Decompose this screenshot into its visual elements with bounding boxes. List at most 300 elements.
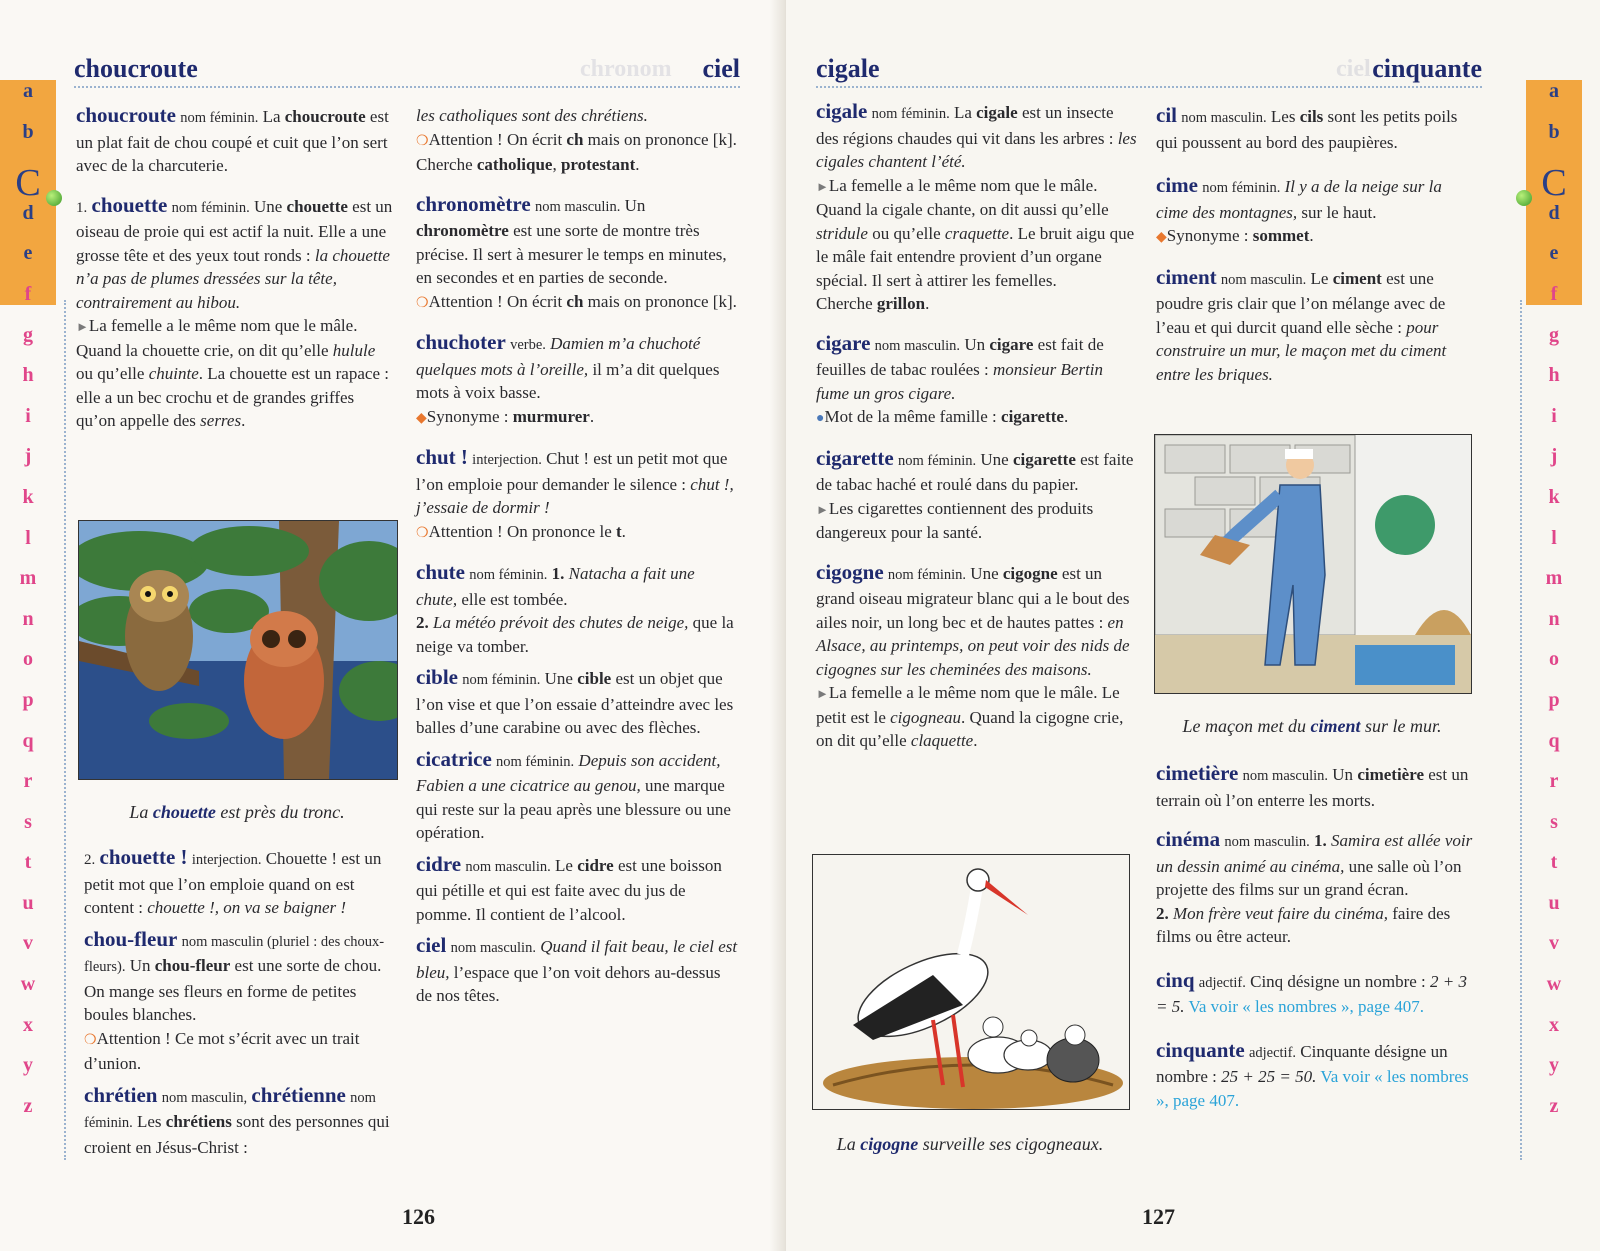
- text: Le: [1310, 268, 1333, 288]
- note: [816, 681, 1138, 753]
- mason-caption: [1154, 716, 1470, 737]
- current-letter-marker: [1516, 190, 1532, 206]
- entry-cimetiere: [1156, 762, 1474, 812]
- owl-caption: [78, 802, 396, 823]
- text: sur le haut.: [1297, 202, 1377, 222]
- grammar: nom féminin.: [496, 753, 575, 770]
- page-header: [74, 52, 740, 88]
- example: Quand il fait beau, le ciel est bleu,: [416, 937, 738, 982]
- diamond-icon: ◆: [416, 410, 427, 426]
- headword: chrétien: [84, 1082, 158, 1107]
- example: les cigales chantent l’été.: [816, 128, 1137, 171]
- alphabet-letter-c[interactable]: C: [1541, 162, 1567, 205]
- alphabet-letter-o[interactable]: o: [23, 648, 33, 671]
- header-last-word: cinquante: [1372, 54, 1482, 83]
- example: serres: [200, 411, 242, 430]
- example: hulule: [332, 340, 376, 360]
- alphabet-letter-w[interactable]: w: [20, 973, 36, 996]
- headword: cigarette: [816, 445, 894, 470]
- text: Un: [964, 334, 990, 354]
- entry-chouette-2: [84, 846, 400, 920]
- alphabet-index: [1526, 80, 1582, 1135]
- text: Mot de la même famille :: [824, 407, 1002, 426]
- entry-chut: [416, 446, 738, 545]
- grammar: nom masculin.: [874, 337, 961, 354]
- text: l’espace que l’on voit dehors au-dessus de nos têtes.: [416, 962, 721, 1005]
- grammar: nom masculin.: [534, 198, 621, 215]
- text: ou qu’elle: [867, 223, 945, 243]
- example: craquette: [944, 223, 1010, 243]
- text: La femelle a le même nom que le mâle. Quand la cigale chante, on dit aussi qu’elle: [816, 175, 1109, 219]
- bold-word: ciment: [1332, 268, 1382, 288]
- alphabet-letter-z[interactable]: z: [23, 1094, 33, 1117]
- text: ,: [552, 155, 561, 174]
- example: La météo prévoit des chutes de neige,: [433, 613, 689, 632]
- text: .: [635, 155, 640, 174]
- entry-ciel: [416, 934, 738, 1008]
- entry-chuchoter: [416, 331, 738, 430]
- text: Une: [970, 563, 1003, 583]
- bold-word: choucroute: [284, 107, 366, 126]
- caption-bold: cigogne: [860, 1134, 919, 1154]
- text: Attention ! On écrit: [428, 129, 567, 149]
- synonym: [416, 405, 738, 431]
- grammar: adjectif.: [1248, 1044, 1297, 1061]
- example: chouette !, on va se baigner !: [147, 898, 347, 917]
- headword: cinq: [1156, 967, 1195, 992]
- bold-word: catholique: [476, 155, 553, 174]
- text: est fait de feuilles de tabac roulées :: [816, 334, 1104, 379]
- triangle-icon: ►: [816, 686, 829, 701]
- grammar: nom féminin.: [84, 1089, 376, 1131]
- grammar: interjection.: [191, 852, 262, 868]
- text: .: [973, 731, 978, 750]
- headword: cicatrice: [416, 746, 492, 771]
- text: Attention ! On écrit: [428, 291, 567, 311]
- headword-feminine: chrétienne: [251, 1082, 346, 1107]
- left-page: [0, 0, 786, 1251]
- attention-icon: ❍: [416, 295, 429, 311]
- caption-text: surveille ses cigogneaux.: [918, 1134, 1104, 1154]
- text: Un: [129, 956, 155, 975]
- grammar: nom féminin.: [1202, 180, 1281, 196]
- alphabet-letter-h[interactable]: h: [1548, 364, 1560, 387]
- header-last-word: ciel: [702, 54, 740, 83]
- owls-in-tree-picture: [79, 521, 397, 779]
- grammar: nom masculin (pluriel : des choux-fleurs).: [84, 933, 385, 975]
- text: . La chouette est un rapace : elle a un bec crochu et de grandes griffes qu’on appelle des: [76, 364, 389, 430]
- page-number: 126: [402, 1204, 435, 1229]
- text: La: [953, 103, 977, 122]
- text: mais on prononce [k].: [583, 129, 737, 149]
- alphabet-letter-j[interactable]: j: [1550, 445, 1558, 468]
- see-numbers-link[interactable]: Va voir « les nombres », page 407.: [1156, 1067, 1469, 1110]
- note: [416, 128, 738, 154]
- alphabet-letter-e[interactable]: e: [23, 242, 33, 265]
- alphabet-letter-d[interactable]: d: [22, 201, 34, 224]
- bold-word: ch: [566, 291, 584, 311]
- text: elle est tombée.: [457, 589, 568, 609]
- margin-dotted-line: [1520, 300, 1522, 1160]
- grammar: adjectif.: [1198, 974, 1246, 991]
- caption-text: Le maçon met du: [1182, 716, 1311, 736]
- mason-at-wall-picture: [1155, 435, 1471, 693]
- bold-word: protestant: [560, 155, 636, 174]
- text: est un plat fait de chou coupé et cuit que l’on sert avec de la charcuterie.: [76, 107, 389, 175]
- example: Damien m’a chuchoté quelques mots à l’oreille,: [416, 334, 701, 379]
- example: les catholiques sont des chrétiens.: [416, 106, 648, 125]
- example: 25 + 25 = 50.: [1221, 1067, 1317, 1086]
- alphabet-letter-g[interactable]: g: [23, 323, 33, 346]
- owl-left: [125, 570, 193, 691]
- entry-chou-fleur: [84, 928, 400, 1076]
- caption-text: sur le mur.: [1360, 716, 1442, 736]
- entry-cigale: [816, 100, 1138, 316]
- text: .: [621, 521, 626, 541]
- margin-dotted-line: [64, 300, 66, 1160]
- text: faire des films ou être acteur.: [1156, 903, 1451, 946]
- alphabet-letter-b[interactable]: b: [22, 120, 34, 143]
- alphabet-letter-t[interactable]: t: [1550, 851, 1558, 874]
- bold-word: cidre: [577, 855, 614, 875]
- see-also: [816, 292, 1138, 316]
- bold-word: ch: [566, 129, 584, 149]
- entry-cigare: [816, 332, 1138, 431]
- grammar: nom féminin.: [462, 672, 541, 688]
- example: Il y a de la neige sur la cime des montagnes,: [1156, 177, 1442, 222]
- alphabet-letter-z[interactable]: z: [1549, 1094, 1559, 1117]
- note: [816, 497, 1138, 545]
- bold-word: chrétiens: [165, 1112, 232, 1131]
- caption-text: est près du tronc.: [215, 802, 345, 822]
- alphabet-letter-u[interactable]: u: [22, 891, 34, 914]
- alphabet-letter-w[interactable]: w: [1546, 973, 1562, 996]
- text: Cinq désigne un nombre :: [1250, 971, 1431, 991]
- page-header: [816, 52, 1482, 88]
- example: Mon frère veut faire du cinéma,: [1173, 903, 1388, 923]
- text: une marque qui reste sur la peau après une blessure ou une opération.: [416, 776, 731, 842]
- text: est un grand oiseau migrateur blanc qui a le bout des ailes noir, un long bec et de hautes pattes :: [816, 563, 1130, 632]
- example: Natacha a fait une chute,: [416, 564, 695, 609]
- diamond-icon: ◆: [1156, 230, 1167, 245]
- alphabet-letter-e[interactable]: e: [1549, 242, 1559, 265]
- text: est faite de tabac haché et roulé dans du papier.: [816, 449, 1134, 494]
- alphabet-letter-a[interactable]: a: [1549, 80, 1559, 102]
- grammar: nom féminin.: [871, 106, 950, 122]
- example: pour construire un mur, le maçon met du ciment entre les briques.: [1156, 317, 1447, 384]
- entry-cinema: [1156, 828, 1474, 949]
- text: Un: [1332, 765, 1358, 784]
- alphabet-letter-f[interactable]: f: [24, 282, 32, 305]
- entry-chretien-continued: [416, 104, 738, 177]
- alphabet-letter-l[interactable]: l: [25, 526, 31, 549]
- bold-word: chronomètre: [416, 221, 509, 240]
- grammar: nom masculin.: [1224, 834, 1310, 850]
- bold-word: cigare: [989, 334, 1034, 354]
- grammar: nom masculin.: [1181, 110, 1267, 126]
- entry-chouette-1: [76, 194, 394, 433]
- alphabet-letter-x[interactable]: x: [23, 1013, 33, 1036]
- bleed-through-text: ciel: [1336, 56, 1371, 82]
- sense-number: 1.: [76, 199, 88, 216]
- example: Depuis son accident, Fabien a une cicatrice au genou,: [416, 750, 721, 795]
- alphabet-letter-k[interactable]: k: [1548, 485, 1560, 508]
- alphabet-letter-g[interactable]: g: [1549, 323, 1559, 346]
- caption-bold: ciment: [1310, 716, 1361, 736]
- alphabet-letter-s[interactable]: s: [1550, 810, 1558, 833]
- text: Chouette ! est un petit mot que l’on emploie quand on est content :: [84, 849, 382, 917]
- alphabet-letter-l[interactable]: l: [1551, 526, 1557, 549]
- alphabet-letter-p[interactable]: p: [1548, 688, 1560, 711]
- sense-number: 2.: [84, 852, 96, 868]
- headword: ciel: [416, 933, 447, 957]
- alphabet-letter-i[interactable]: i: [1551, 404, 1557, 427]
- bleed-through-text: chronom: [580, 56, 672, 82]
- headword: cigale: [816, 99, 868, 123]
- attention-icon: ❍: [416, 133, 429, 149]
- grammar: nom féminin.: [897, 452, 977, 469]
- text: Un: [624, 195, 646, 215]
- text: sont des personnes qui croient en Jésus-Christ :: [84, 1112, 390, 1157]
- text: est un insecte des régions chaudes qui vit dans les arbres :: [816, 103, 1118, 148]
- right-page: [786, 0, 1600, 1251]
- bold-word: murmurer: [512, 406, 590, 426]
- text: .: [1063, 407, 1069, 426]
- text: est une poudre gris clair que l’on mélange avec de l’eau et qui durcit quand elle sèche :: [1156, 268, 1446, 337]
- entry-cible: [416, 666, 738, 740]
- alphabet-letter-v[interactable]: v: [23, 932, 33, 955]
- current-letter-marker: [46, 190, 62, 206]
- headword: cigare: [816, 330, 871, 355]
- text: Synonyme :: [1166, 226, 1253, 245]
- entry-cinquante: [1156, 1039, 1474, 1113]
- text: Le: [555, 855, 578, 875]
- alphabet-letter-q[interactable]: q: [1548, 729, 1560, 752]
- entry-cil: [1156, 104, 1474, 154]
- text: Une: [253, 196, 287, 216]
- headword: cible: [416, 665, 458, 689]
- column-1: [76, 104, 394, 449]
- synonym: [1156, 224, 1474, 250]
- caption-bold: chouette: [152, 802, 216, 822]
- example: monsieur Bertin fume un gros cigare.: [816, 360, 1104, 403]
- page-number: 127: [1142, 1204, 1175, 1229]
- headword: cime: [1156, 173, 1198, 197]
- text: mais on prononce [k].: [583, 291, 737, 311]
- text: est un objet que l’on vise et que l’on essaie d’atteindre avec les balles d’une carabine ou avec des flèches.: [416, 669, 734, 737]
- example: en Alsace, au printemps, on peut voir des nids de cigognes sur les cheminées des maisons.: [816, 612, 1130, 679]
- headword: chou-fleur: [84, 926, 178, 951]
- text: il m’a dit quelques mots à voix basse.: [416, 359, 720, 402]
- headword: choucroute: [76, 103, 176, 127]
- text: .: [925, 294, 930, 313]
- grammar: nom féminin.: [469, 567, 548, 583]
- text: La femelle a le même nom que le mâle. Le petit est le: [816, 683, 1120, 727]
- entry-chronometre: [416, 193, 738, 316]
- alphabet-letter-b[interactable]: b: [1548, 120, 1560, 143]
- headword: cil: [1156, 103, 1177, 127]
- text: Une: [980, 449, 1013, 469]
- entry-cinq: [1156, 969, 1474, 1019]
- alphabet-letter-a[interactable]: a: [23, 80, 33, 102]
- bold-word: cigarette: [1001, 407, 1064, 426]
- headword: chouette !: [99, 845, 188, 869]
- text: .: [589, 406, 595, 426]
- alphabet-letter-r[interactable]: r: [1549, 770, 1559, 793]
- text: Synonyme :: [426, 406, 513, 426]
- text: Les: [136, 1112, 166, 1131]
- entry-cicatrice: [416, 748, 738, 845]
- example: claquette: [910, 731, 974, 750]
- headword: cinéma: [1156, 827, 1221, 851]
- example: 2 + 3 = 5.: [1156, 971, 1468, 1016]
- owl-illustration: [78, 520, 398, 780]
- header-first-word: cigale: [816, 54, 880, 83]
- alphabet-letter-v[interactable]: v: [1549, 932, 1559, 955]
- alphabet-letter-f[interactable]: f: [1550, 282, 1558, 305]
- text: Une: [544, 669, 578, 688]
- alphabet-letter-q[interactable]: q: [22, 729, 34, 752]
- headword: cinquante: [1156, 1037, 1245, 1062]
- headword: cidre: [416, 851, 462, 876]
- bold-word: cigarette: [1012, 449, 1076, 469]
- header-first-word: choucroute: [74, 54, 198, 83]
- example: stridule: [816, 223, 868, 243]
- example: cigogneau: [890, 707, 961, 727]
- sense-number: 2.: [1156, 903, 1169, 923]
- grammar: nom féminin.: [180, 110, 259, 126]
- see-numbers-link[interactable]: Va voir « les nombres », page 407.: [1188, 997, 1425, 1016]
- mason-illustration: [1154, 434, 1472, 694]
- text: . Quand la cigogne crie, on dit qu’elle: [816, 707, 1124, 750]
- text: .: [241, 411, 246, 430]
- grammar: nom masculin.: [450, 940, 536, 956]
- grammar: nom masculin.: [1220, 271, 1307, 288]
- bold-word: grillon: [876, 294, 926, 313]
- headword: cigogne: [816, 559, 884, 584]
- triangle-icon: ►: [76, 319, 89, 334]
- entry-cigogne: [816, 561, 1138, 753]
- alphabet-letter-j[interactable]: j: [24, 445, 32, 468]
- alphabet-letter-m[interactable]: m: [19, 567, 37, 590]
- text: que la neige va tomber.: [416, 613, 734, 656]
- alphabet-letter-h[interactable]: h: [22, 364, 34, 387]
- alphabet-letter-n[interactable]: n: [22, 607, 34, 630]
- bold-word: cigale: [976, 103, 1018, 122]
- column-4: [1156, 104, 1474, 402]
- headword: ciment: [1156, 264, 1217, 289]
- bold-word: t: [616, 521, 622, 541]
- text: .: [1309, 226, 1314, 245]
- sense-number: 1.: [551, 564, 565, 583]
- alphabet-letter-y[interactable]: y: [23, 1054, 33, 1077]
- column-2: [416, 104, 738, 1024]
- column-3: [816, 100, 1138, 769]
- caption-text: La: [836, 1134, 861, 1154]
- text: est un terrain où l’on enterre les morts.: [1156, 765, 1469, 810]
- text: Cinquante désigne un nombre :: [1156, 1041, 1448, 1086]
- alphabet-letter-s[interactable]: s: [24, 810, 32, 833]
- alphabet-letter-n[interactable]: n: [1548, 607, 1560, 630]
- alphabet-letter-y[interactable]: y: [1549, 1054, 1559, 1077]
- bold-word: cible: [577, 669, 612, 688]
- note: [76, 314, 394, 433]
- headword: chouette: [91, 192, 168, 217]
- text: est une sorte de chou. On mange ses fleurs en forme de petites boules blanches.: [84, 956, 382, 1024]
- text: une salle où l’on projette des films sur un grand écran.: [1156, 856, 1462, 899]
- grammar: nom masculin.: [465, 858, 551, 875]
- bold-word: chou-fleur: [154, 956, 231, 975]
- alphabet-letter-i[interactable]: i: [25, 404, 31, 427]
- sense-number: 2.: [416, 613, 429, 632]
- sense-number: 1.: [1314, 831, 1327, 850]
- grammar: nom féminin.: [171, 199, 250, 216]
- entry-cidre: [416, 853, 738, 927]
- dot-icon: ●: [816, 411, 825, 426]
- example: chuinte: [148, 364, 199, 383]
- bold-word: sommet: [1252, 226, 1310, 245]
- text: Attention ! Ce mot s’écrit avec un trait d’union.: [84, 1028, 360, 1073]
- headword: chut !: [416, 445, 468, 469]
- text: Attention ! On prononce le: [428, 521, 616, 541]
- text: est un oiseau de proie qui est actif la nuit. Elle a une grosse tête et des yeux tout ronds :: [76, 196, 393, 265]
- see-also: [416, 153, 738, 177]
- example: Samira est allée voir un dessin animé au cinéma,: [1156, 831, 1473, 876]
- headword: chronomètre: [416, 191, 531, 216]
- alphabet-letter-c[interactable]: C: [15, 162, 41, 205]
- text: Les cigarettes contiennent des produits dangereux pour la santé.: [816, 498, 1094, 542]
- stork-caption: [812, 1134, 1128, 1155]
- owl-right: [244, 611, 324, 739]
- text: . Le bruit aigu que le mâle fait entendre provient d’un organe spécial. Il sert à attirer les femelles.: [816, 223, 1135, 290]
- entry-cime: [1156, 174, 1474, 250]
- triangle-icon: ►: [816, 501, 829, 517]
- alphabet-letter-u[interactable]: u: [1548, 891, 1560, 914]
- alphabet-letter-d[interactable]: d: [1548, 201, 1560, 224]
- note: [416, 290, 738, 316]
- bold-word: cimetière: [1357, 765, 1425, 784]
- text: ou qu’elle: [76, 364, 149, 383]
- alphabet-letter-p[interactable]: p: [22, 688, 34, 711]
- grammar: verbe.: [510, 337, 546, 353]
- text: Les: [1270, 107, 1300, 126]
- note: [416, 520, 738, 546]
- alphabet-letter-o[interactable]: o: [1549, 648, 1559, 671]
- note: [816, 174, 1138, 293]
- text: est une sorte de montre très précise. Il sert à mesurer le temps en minutes, en secondes et en parties de seconde.: [416, 221, 727, 287]
- example: chut !, j’essaie de dormir !: [416, 474, 734, 517]
- alphabet-index: [0, 80, 56, 1135]
- alphabet-letter-x[interactable]: x: [1549, 1013, 1559, 1036]
- text: Cherche: [816, 294, 877, 313]
- bold-word: chouette: [286, 196, 348, 216]
- headword: chuchoter: [416, 330, 506, 354]
- triangle-icon: ►: [816, 178, 829, 194]
- text: Cherche: [416, 155, 477, 174]
- alphabet-letter-r[interactable]: r: [23, 770, 33, 793]
- text: est une boisson qui pétille et qui est faite avec du jus de pomme. Il contient de l’alcool.: [416, 855, 722, 924]
- headword: cimetière: [1156, 761, 1239, 785]
- alphabet-letter-t[interactable]: t: [24, 851, 32, 874]
- bold-word: cils: [1299, 107, 1324, 126]
- text: La: [262, 107, 285, 126]
- entry-chretien: [84, 1084, 400, 1160]
- alphabet-letter-m[interactable]: m: [1545, 567, 1563, 590]
- note: [84, 1027, 400, 1076]
- alphabet-letter-k[interactable]: k: [22, 485, 34, 508]
- stork-illustration: [812, 854, 1130, 1110]
- bold-word: cigogne: [1002, 563, 1058, 583]
